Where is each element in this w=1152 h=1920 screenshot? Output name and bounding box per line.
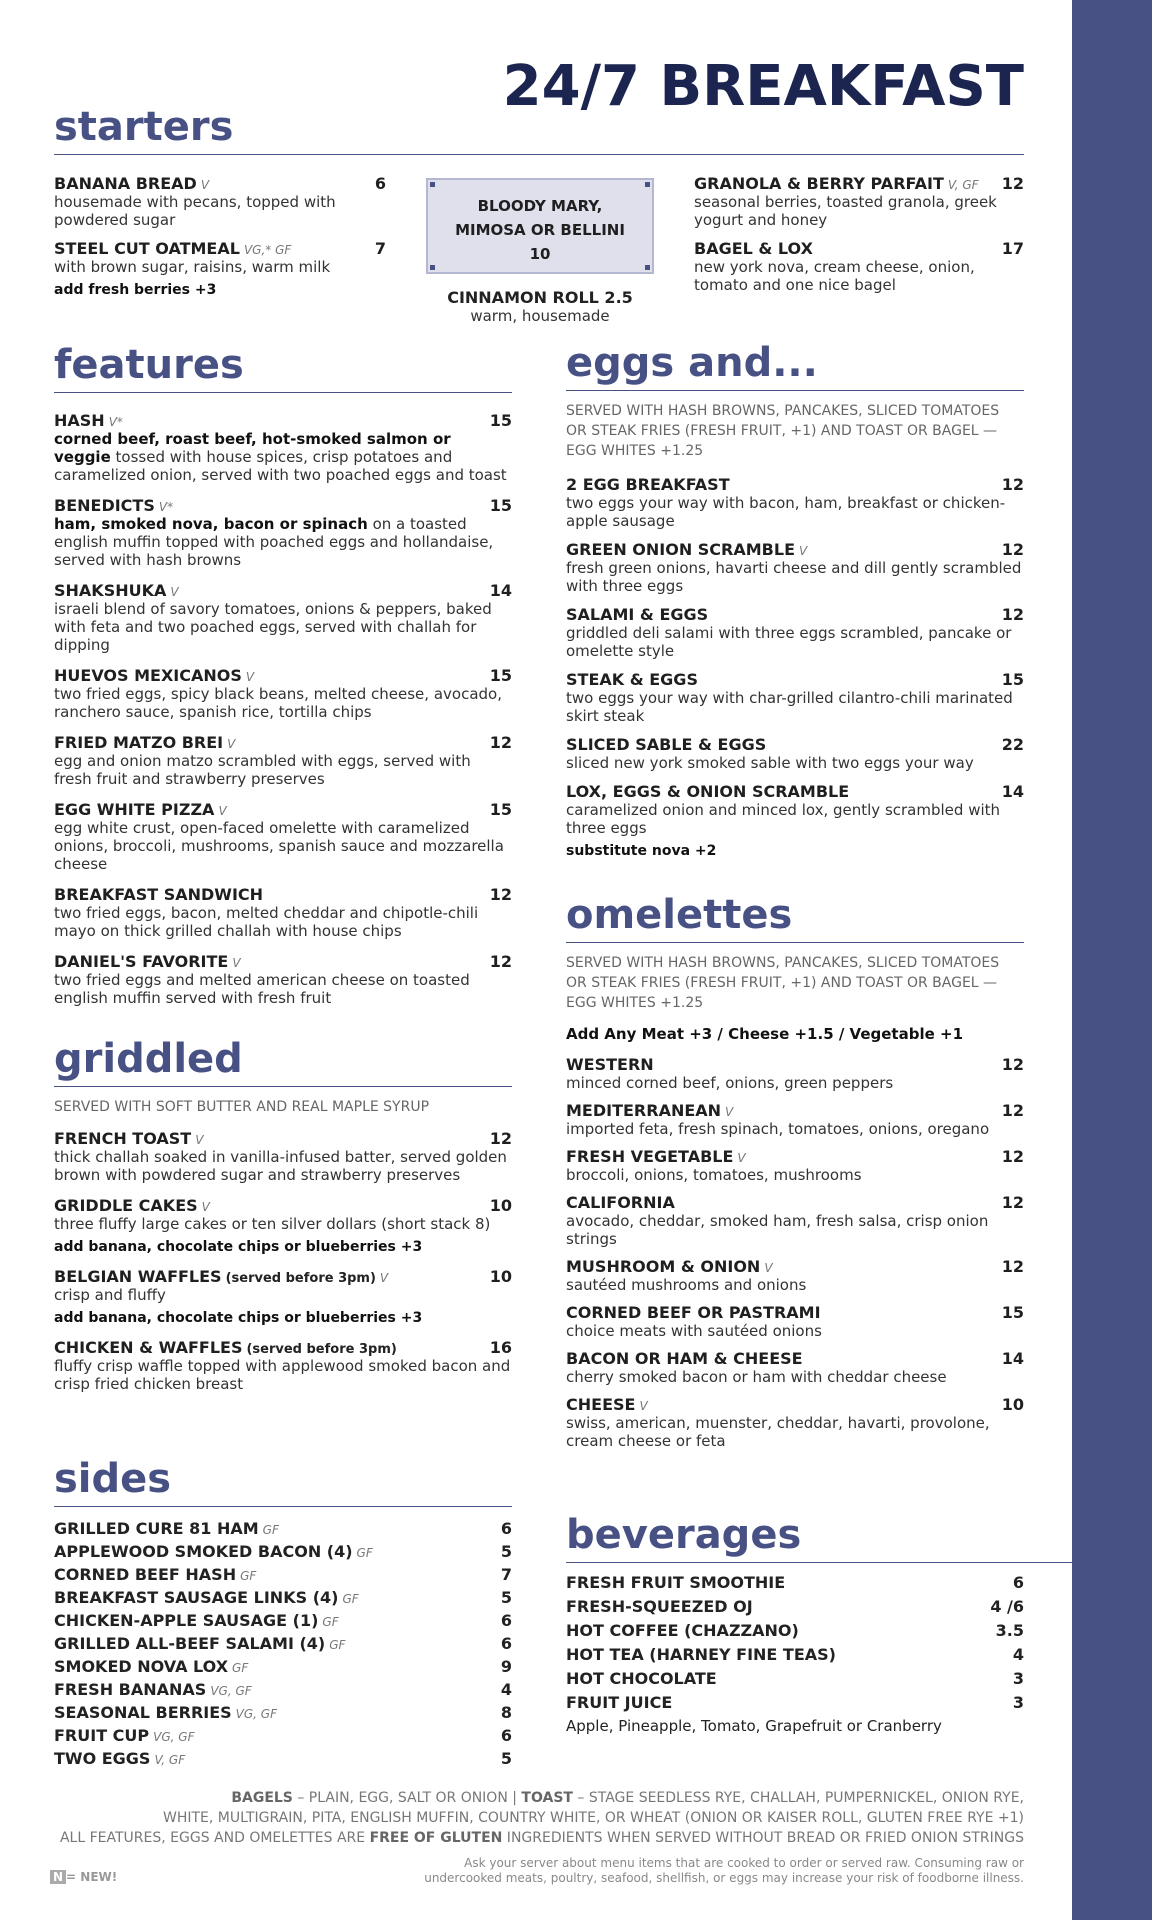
item-desc-text: egg and onion matzo scrambled with eggs, served with fresh fruit and strawberry preserves: [54, 752, 471, 788]
dietary-tag: GF: [262, 1523, 279, 1537]
dietary-tag: GF: [240, 1569, 257, 1583]
dietary-tag: V: [799, 544, 808, 558]
side-item: [54, 1726, 512, 1749]
gluten-text: ALL FEATURES, EGGS AND OMELETTES ARE: [59, 1830, 370, 1846]
item-desc-text: cherry smoked bacon or ham with cheddar cheese: [566, 1368, 947, 1386]
menu-item: [54, 581, 512, 654]
item-description: [54, 1286, 512, 1304]
starters-right: [694, 164, 1024, 294]
item-name: SLICED SABLE & EGGS: [566, 735, 767, 754]
item-name: FRIED MATZO BREI: [54, 733, 224, 752]
side-price: 7: [500, 1565, 512, 1584]
item-desc-text: imported feta, fresh spinach, tomatoes, onions, oregano: [566, 1120, 990, 1138]
item-price: 14: [489, 581, 512, 600]
item-description: [566, 1074, 1024, 1092]
item-name: CORNED BEEF OR PASTRAMI: [566, 1303, 821, 1322]
menu-item: [566, 540, 1024, 595]
new-legend: [50, 1870, 117, 1884]
item-description: [566, 559, 1024, 595]
item-price: 10: [489, 1196, 512, 1215]
item-desc-text: sautéed mushrooms and onions: [566, 1276, 807, 1294]
new-badge: N: [50, 1870, 66, 1884]
menu-item: [54, 411, 512, 484]
item-price: 12: [489, 952, 512, 971]
item-description: [566, 1276, 1024, 1294]
bagels-toast-line: [60, 1788, 1024, 1808]
item-name: BACON OR HAM & CHEESE: [566, 1349, 803, 1368]
menu-item: [54, 800, 512, 873]
beverage-item: [566, 1645, 1024, 1669]
side-item: [54, 1611, 512, 1634]
beverage-price: 4 /6: [990, 1597, 1024, 1616]
omelettes-addon: Add Any Meat +3 / Cheese +1.5 / Vegetable +1: [566, 1025, 964, 1043]
dietary-tag: V: [639, 1399, 648, 1413]
beverage-item: [566, 1669, 1024, 1693]
menu-item: [54, 733, 512, 788]
dietary-tag: V*: [158, 500, 174, 514]
item-desc-text: two fried eggs, bacon, melted cheddar and chipotle-chili mayo on thick grilled challah with house chips: [54, 904, 479, 940]
warning-line: undercooked meats, poultry, seafood, shellfish, or eggs may increase your risk of foodborne illness.: [424, 1871, 1024, 1885]
side-item: [54, 1634, 512, 1657]
item-desc-text: minced corned beef, onions, green peppers: [566, 1074, 894, 1092]
drink-line: MIMOSA OR BELLINI: [455, 221, 625, 239]
cinnamon-roll-name: CINNAMON ROLL 2.5: [447, 288, 633, 307]
dietary-tag: GF: [356, 1546, 373, 1560]
warning-line: Ask your server about menu items that are cooked to order or served raw. Consuming raw or: [464, 1856, 1024, 1870]
bread-options-line: WHITE, MULTIGRAIN, PITA, ENGLISH MUFFIN, COUNTRY WHITE, OR WHEAT (ONION OR KAISER ROLL, GLUTEN FREE RYE +1): [162, 1810, 1024, 1826]
beverage-item: [566, 1693, 1024, 1717]
item-price: 10: [1001, 1395, 1024, 1414]
item-description: [54, 971, 512, 1007]
item-description: [54, 819, 512, 873]
item-price: 12: [489, 885, 512, 904]
starters-left: [54, 164, 386, 298]
menu-item: [566, 1055, 1024, 1092]
side-price: 6: [500, 1726, 512, 1745]
sides-section: [54, 1456, 512, 1772]
dietary-tag: GF: [342, 1592, 359, 1606]
oatmeal-addon: add fresh berries +3: [54, 282, 217, 298]
beverage-item: [566, 1597, 1024, 1621]
side-item: [54, 1703, 512, 1726]
item-price: 15: [489, 496, 512, 515]
beverage-name: HOT COFFEE (CHAZZANO): [566, 1621, 799, 1640]
item-desc-text: caramelized onion and minced lox, gently scrambled with three eggs: [566, 801, 1001, 837]
gluten-text-end: INGREDIENTS WHEN SERVED WITHOUT BREAD OR FRIED ONION STRINGS: [502, 1830, 1024, 1846]
omelettes-note: SERVED WITH HASH BROWNS, PANCAKES, SLICED TOMATOES OR STEAK FRIES (FRESH FRUIT, +1) AND TOAST OR BAGEL — EGG WHITES +1.25: [566, 955, 1000, 1011]
menu-item: [54, 496, 512, 569]
item-addon: add banana, chocolate chips or blueberries +3: [54, 1239, 423, 1255]
item-desc-text: three fluffy large cakes or ten silver dollars (short stack 8): [54, 1215, 491, 1233]
dietary-tag: V*: [108, 415, 123, 429]
dietary-tag: VG, GF: [210, 1684, 252, 1698]
dietary-tag: GF: [232, 1661, 249, 1675]
item-description: [566, 494, 1024, 530]
consumer-warning: [424, 1856, 1024, 1886]
item-price: 10: [489, 1267, 512, 1286]
juice-options: Apple, Pineapple, Tomato, Grapefruit or Cranberry: [566, 1717, 942, 1735]
menu-item: [566, 1101, 1024, 1138]
dietary-tag: VG, GF: [235, 1707, 278, 1721]
dietary-tag: GF: [322, 1615, 339, 1629]
item-price: 14: [1001, 782, 1024, 801]
item-desc-text: two fried eggs and melted american cheese on toasted english muffin served with fresh fruit: [54, 971, 470, 1007]
menu-item: [54, 1129, 512, 1184]
item-name: STEEL CUT OATMEAL: [54, 239, 240, 258]
item-description: [54, 193, 386, 229]
bagels-label: BAGELS: [231, 1790, 293, 1806]
beverage-name: HOT TEA (HARNEY FINE TEAS): [566, 1645, 836, 1664]
menu-item: [566, 670, 1024, 725]
menu-item: [566, 1147, 1024, 1184]
item-description: [566, 624, 1024, 660]
item-name: HUEVOS MEXICANOS: [54, 666, 242, 685]
dietary-tag: V: [195, 1133, 204, 1147]
beverage-price: 6: [1012, 1573, 1024, 1592]
griddled-note: SERVED WITH SOFT BUTTER AND REAL MAPLE SYRUP: [54, 1099, 430, 1115]
side-price: 5: [500, 1588, 512, 1607]
gluten-line: [60, 1828, 1024, 1848]
menu-item: [54, 1196, 512, 1255]
features-heading: features: [54, 342, 512, 393]
item-options: corned beef, roast beef, hot-smoked salmon or veggie: [54, 430, 451, 466]
dietary-tag: V: [200, 178, 210, 192]
item-description: [566, 1120, 1024, 1138]
dietary-tag: V: [227, 737, 236, 751]
new-legend-label: = NEW!: [66, 1870, 118, 1884]
side-item: [54, 1565, 512, 1588]
menu-item: [566, 1395, 1024, 1450]
item-price: 12: [1001, 1147, 1024, 1166]
menu-item: [566, 475, 1024, 530]
item-name: CHEESE: [566, 1395, 636, 1414]
menu-item: [54, 666, 512, 721]
item-description: [54, 752, 512, 788]
dietary-tag: V: [201, 1200, 210, 1214]
beverage-name: FRESH FRUIT SMOOTHIE: [566, 1573, 786, 1592]
item-name: CHICKEN & WAFFLES: [54, 1338, 243, 1357]
item-description: [694, 193, 1024, 229]
item-desc-text: fresh green onions, havarti cheese and dill gently scrambled with three eggs: [566, 559, 1022, 595]
side-name: TWO EGGS: [54, 1749, 151, 1768]
dietary-tag: V: [379, 1271, 389, 1285]
drink-price: 10: [529, 245, 551, 263]
lox-addon: substitute nova +2: [566, 843, 717, 859]
side-name: GRILLED CURE 81 HAM: [54, 1519, 259, 1538]
menu-item: [566, 782, 1024, 837]
item-name: BANANA BREAD: [54, 174, 197, 193]
item-desc-text: two eggs your way with bacon, ham, breakfast or chicken-apple sausage: [566, 494, 1006, 530]
side-item: [54, 1680, 512, 1703]
item-name: BELGIAN WAFFLES: [54, 1267, 222, 1286]
eggs-heading: eggs and...: [566, 340, 1024, 391]
item-desc-text: two fried eggs, spicy black beans, melted cheese, avocado, ranchero sauce, spanish rice, tortilla chips: [54, 685, 502, 721]
item-name: HASH: [54, 411, 105, 430]
item-description: [566, 1414, 1024, 1450]
item-desc-text: avocado, cheddar, smoked ham, fresh salsa, crisp onion strings: [566, 1212, 989, 1248]
beverage-price: 3.5: [995, 1621, 1024, 1640]
item-price: 12: [1001, 1193, 1024, 1212]
item-note: (served before 3pm): [246, 1342, 397, 1357]
side-price: 6: [500, 1634, 512, 1653]
item-price: 12: [1001, 540, 1024, 559]
menu-item: [566, 1303, 1024, 1340]
beverages-heading: beverages: [566, 1512, 1072, 1563]
item-price: 12: [1001, 174, 1024, 193]
item-price: 22: [1001, 735, 1024, 754]
item-description: [54, 600, 512, 654]
features-section: [54, 342, 512, 1007]
side-name: CHICKEN-APPLE SAUSAGE (1): [54, 1611, 319, 1630]
side-price: 6: [500, 1519, 512, 1538]
item-price: 17: [1001, 239, 1024, 258]
item-description: [566, 689, 1024, 725]
menu-item: [566, 1257, 1024, 1294]
side-price: 4: [500, 1680, 512, 1699]
item-options: ham, smoked nova, bacon or spinach: [54, 515, 368, 533]
item-price: 12: [1001, 1101, 1024, 1120]
side-item: [54, 1588, 512, 1611]
item-name: LOX, EGGS & ONION SCRAMBLE: [566, 782, 850, 801]
gluten-bold: FREE OF GLUTEN: [369, 1830, 503, 1846]
eggs-section: [566, 340, 1024, 859]
beverage-price: 3: [1012, 1693, 1024, 1712]
side-name: SMOKED NOVA LOX: [54, 1657, 229, 1676]
item-desc-text: broccoli, onions, tomatoes, mushrooms: [566, 1166, 862, 1184]
item-price: 14: [1001, 1349, 1024, 1368]
right-accent-bar: [1072, 0, 1152, 1920]
item-name: 2 EGG BREAKFAST: [566, 475, 730, 494]
item-desc-text: two eggs your way with char-grilled cilantro-chili marinated skirt steak: [566, 689, 1013, 725]
item-price: 15: [1001, 670, 1024, 689]
dietary-tag: GF: [329, 1638, 346, 1652]
dietary-tag: V, GF: [154, 1753, 186, 1767]
sides-heading: sides: [54, 1456, 512, 1507]
item-name: SHAKSHUKA: [54, 581, 167, 600]
griddled-section: [54, 1036, 512, 1393]
item-desc-text: with brown sugar, raisins, warm milk: [54, 258, 331, 276]
item-desc-text: choice meats with sautéed onions: [566, 1322, 822, 1340]
side-name: FRUIT CUP: [54, 1726, 150, 1745]
menu-item: [566, 1349, 1024, 1386]
item-desc-text: seasonal berries, toasted granola, greek yogurt and honey: [694, 193, 997, 229]
item-price: 12: [489, 733, 512, 752]
item-description: [54, 515, 512, 569]
side-name: APPLEWOOD SMOKED BACON (4): [54, 1542, 353, 1561]
side-name: CORNED BEEF HASH: [54, 1565, 237, 1584]
item-description: [54, 1357, 512, 1393]
item-price: 15: [489, 666, 512, 685]
item-description: [694, 258, 1024, 294]
menu-item: [566, 735, 1024, 772]
item-desc-text: swiss, american, muenster, cheddar, havarti, provolone, cream cheese or feta: [566, 1414, 990, 1450]
drink-line: BLOODY MARY,: [477, 197, 603, 215]
side-price: 8: [500, 1703, 512, 1722]
beverage-name: FRESH-SQUEEZED OJ: [566, 1597, 753, 1616]
item-name: SALAMI & EGGS: [566, 605, 709, 624]
item-desc-text: griddled deli salami with three eggs scrambled, pancake or omelette style: [566, 624, 1012, 660]
item-desc-text: housemade with pecans, topped with powdered sugar: [54, 193, 336, 229]
item-description: [566, 754, 1024, 772]
menu-item: [566, 1193, 1024, 1248]
menu-item: [54, 174, 386, 229]
item-name: WESTERN: [566, 1055, 654, 1074]
item-name: BREAKFAST SANDWICH: [54, 885, 264, 904]
griddled-heading: griddled: [54, 1036, 512, 1087]
menu-item: [694, 239, 1024, 294]
item-price: 6: [374, 174, 386, 193]
item-description: [54, 685, 512, 721]
item-description: [566, 1368, 1024, 1386]
dietary-tag: VG,* GF: [243, 243, 292, 257]
item-price: 16: [489, 1338, 512, 1357]
item-name: STEAK & EGGS: [566, 670, 698, 689]
side-item: [54, 1749, 512, 1772]
menu-item: [54, 952, 512, 1007]
beverage-price: 3: [1012, 1669, 1024, 1688]
menu-item: [566, 605, 1024, 660]
beverage-price: 4: [1012, 1645, 1024, 1664]
item-desc-text: new york nova, cream cheese, onion, tomato and one nice bagel: [694, 258, 975, 294]
item-name: MEDITERRANEAN: [566, 1101, 722, 1120]
omelettes-section: [566, 892, 1024, 1450]
starters-heading: starters: [54, 104, 1024, 155]
toast-text: – STAGE SEEDLESS RYE, CHALLAH, PUMPERNICKEL, ONION RYE,: [572, 1790, 1024, 1806]
side-item: [54, 1519, 512, 1542]
item-name: CALIFORNIA: [566, 1193, 675, 1212]
side-price: 5: [500, 1542, 512, 1561]
dietary-tag: V: [218, 804, 227, 818]
item-name: BAGEL & LOX: [694, 239, 813, 258]
menu-item: [54, 885, 512, 940]
item-desc-text: sliced new york smoked sable with two eggs your way: [566, 754, 974, 772]
dietary-tag: V: [764, 1261, 773, 1275]
menu-item: [54, 1338, 512, 1393]
side-price: 9: [500, 1657, 512, 1676]
side-name: BREAKFAST SAUSAGE LINKS (4): [54, 1588, 339, 1607]
item-price: 12: [1001, 605, 1024, 624]
dietary-tag: V: [725, 1105, 734, 1119]
menu-item: [54, 239, 386, 276]
item-desc-text: on a toasted english muffin topped with poached eggs and hollandaise, served with hash browns: [54, 515, 494, 569]
item-price: 12: [489, 1129, 512, 1148]
item-name: DANIEL'S FAVORITE: [54, 952, 229, 971]
menu-item: [54, 1267, 512, 1326]
side-name: FRESH BANANAS: [54, 1680, 207, 1699]
item-name: GREEN ONION SCRAMBLE: [566, 540, 795, 559]
bagels-text: – PLAIN, EGG, SALT OR ONION |: [292, 1790, 522, 1806]
side-item: [54, 1657, 512, 1680]
item-name: MUSHROOM & ONION: [566, 1257, 761, 1276]
menu-item: [694, 174, 1024, 229]
dietary-tag: V, GF: [947, 178, 979, 192]
item-price: 7: [374, 239, 386, 258]
item-desc-text: thick challah soaked in vanilla-infused batter, served golden brown with powdered sugar and strawberry preserves: [54, 1148, 507, 1184]
beverages-section: [566, 1512, 1072, 1735]
side-price: 5: [500, 1749, 512, 1768]
item-name: BENEDICTS: [54, 496, 155, 515]
cinnamon-roll: [426, 288, 654, 325]
item-description: [566, 801, 1024, 837]
dietary-tag: V: [245, 670, 255, 684]
dietary-tag: V: [170, 585, 179, 599]
item-price: 12: [1001, 475, 1024, 494]
item-description: [54, 1148, 512, 1184]
item-desc-text: tossed with house spices, crisp potatoes and caramelized onion, served with two poached eggs and toast: [54, 448, 507, 484]
beverage-name: FRUIT JUICE: [566, 1693, 673, 1712]
item-description: [566, 1212, 1024, 1248]
item-description: [566, 1322, 1024, 1340]
starters-section: [54, 104, 1024, 155]
item-desc-text: israeli blend of savory tomatoes, onions & peppers, baked with feta and two poached eggs, served with challah for dipping: [54, 600, 492, 654]
omelettes-heading: omelettes: [566, 892, 1024, 943]
item-name: EGG WHITE PIZZA: [54, 800, 215, 819]
item-description: [54, 1215, 512, 1233]
item-desc-text: fluffy crisp waffle topped with applewood smoked bacon and crisp fried chicken breast: [54, 1357, 511, 1393]
side-name: SEASONAL BERRIES: [54, 1703, 232, 1722]
item-name: GRANOLA & BERRY PARFAIT: [694, 174, 944, 193]
footer-notes: [60, 1788, 1024, 1848]
item-name: FRENCH TOAST: [54, 1129, 192, 1148]
item-description: [54, 258, 386, 276]
item-addon: add banana, chocolate chips or blueberries +3: [54, 1310, 423, 1326]
item-desc-text: egg white crust, open-faced omelette with caramelized onions, broccoli, mushrooms, spanish sauce and mozzarella cheese: [54, 819, 504, 873]
item-price: 15: [1001, 1303, 1024, 1322]
item-name: GRIDDLE CAKES: [54, 1196, 198, 1215]
drink-special-box: [426, 178, 654, 274]
beverage-item: [566, 1621, 1024, 1645]
side-item: [54, 1542, 512, 1565]
item-description: [54, 904, 512, 940]
item-price: 12: [1001, 1257, 1024, 1276]
dietary-tag: V: [737, 1151, 746, 1165]
item-note: (served before 3pm): [225, 1271, 376, 1286]
eggs-note: SERVED WITH HASH BROWNS, PANCAKES, SLICED TOMATOES OR STEAK FRIES (FRESH FRUIT, +1) AND TOAST OR BAGEL — EGG WHITES +1.25: [566, 403, 1000, 459]
side-name: GRILLED ALL-BEEF SALAMI (4): [54, 1634, 326, 1653]
beverage-name: HOT CHOCOLATE: [566, 1669, 717, 1688]
item-price: 12: [1001, 1055, 1024, 1074]
beverage-item: [566, 1573, 1024, 1597]
item-description: [54, 430, 512, 484]
toast-label: TOAST: [521, 1790, 573, 1806]
item-price: 15: [489, 411, 512, 430]
dietary-tag: VG, GF: [153, 1730, 195, 1744]
dietary-tag: V: [232, 956, 241, 970]
side-price: 6: [500, 1611, 512, 1630]
page-title: 24/7 BREAKFAST: [502, 54, 1024, 119]
item-price: 15: [489, 800, 512, 819]
item-name: FRESH VEGETABLE: [566, 1147, 734, 1166]
cinnamon-roll-desc: warm, housemade: [470, 307, 610, 325]
item-description: [566, 1166, 1024, 1184]
item-desc-text: crisp and fluffy: [54, 1286, 166, 1304]
